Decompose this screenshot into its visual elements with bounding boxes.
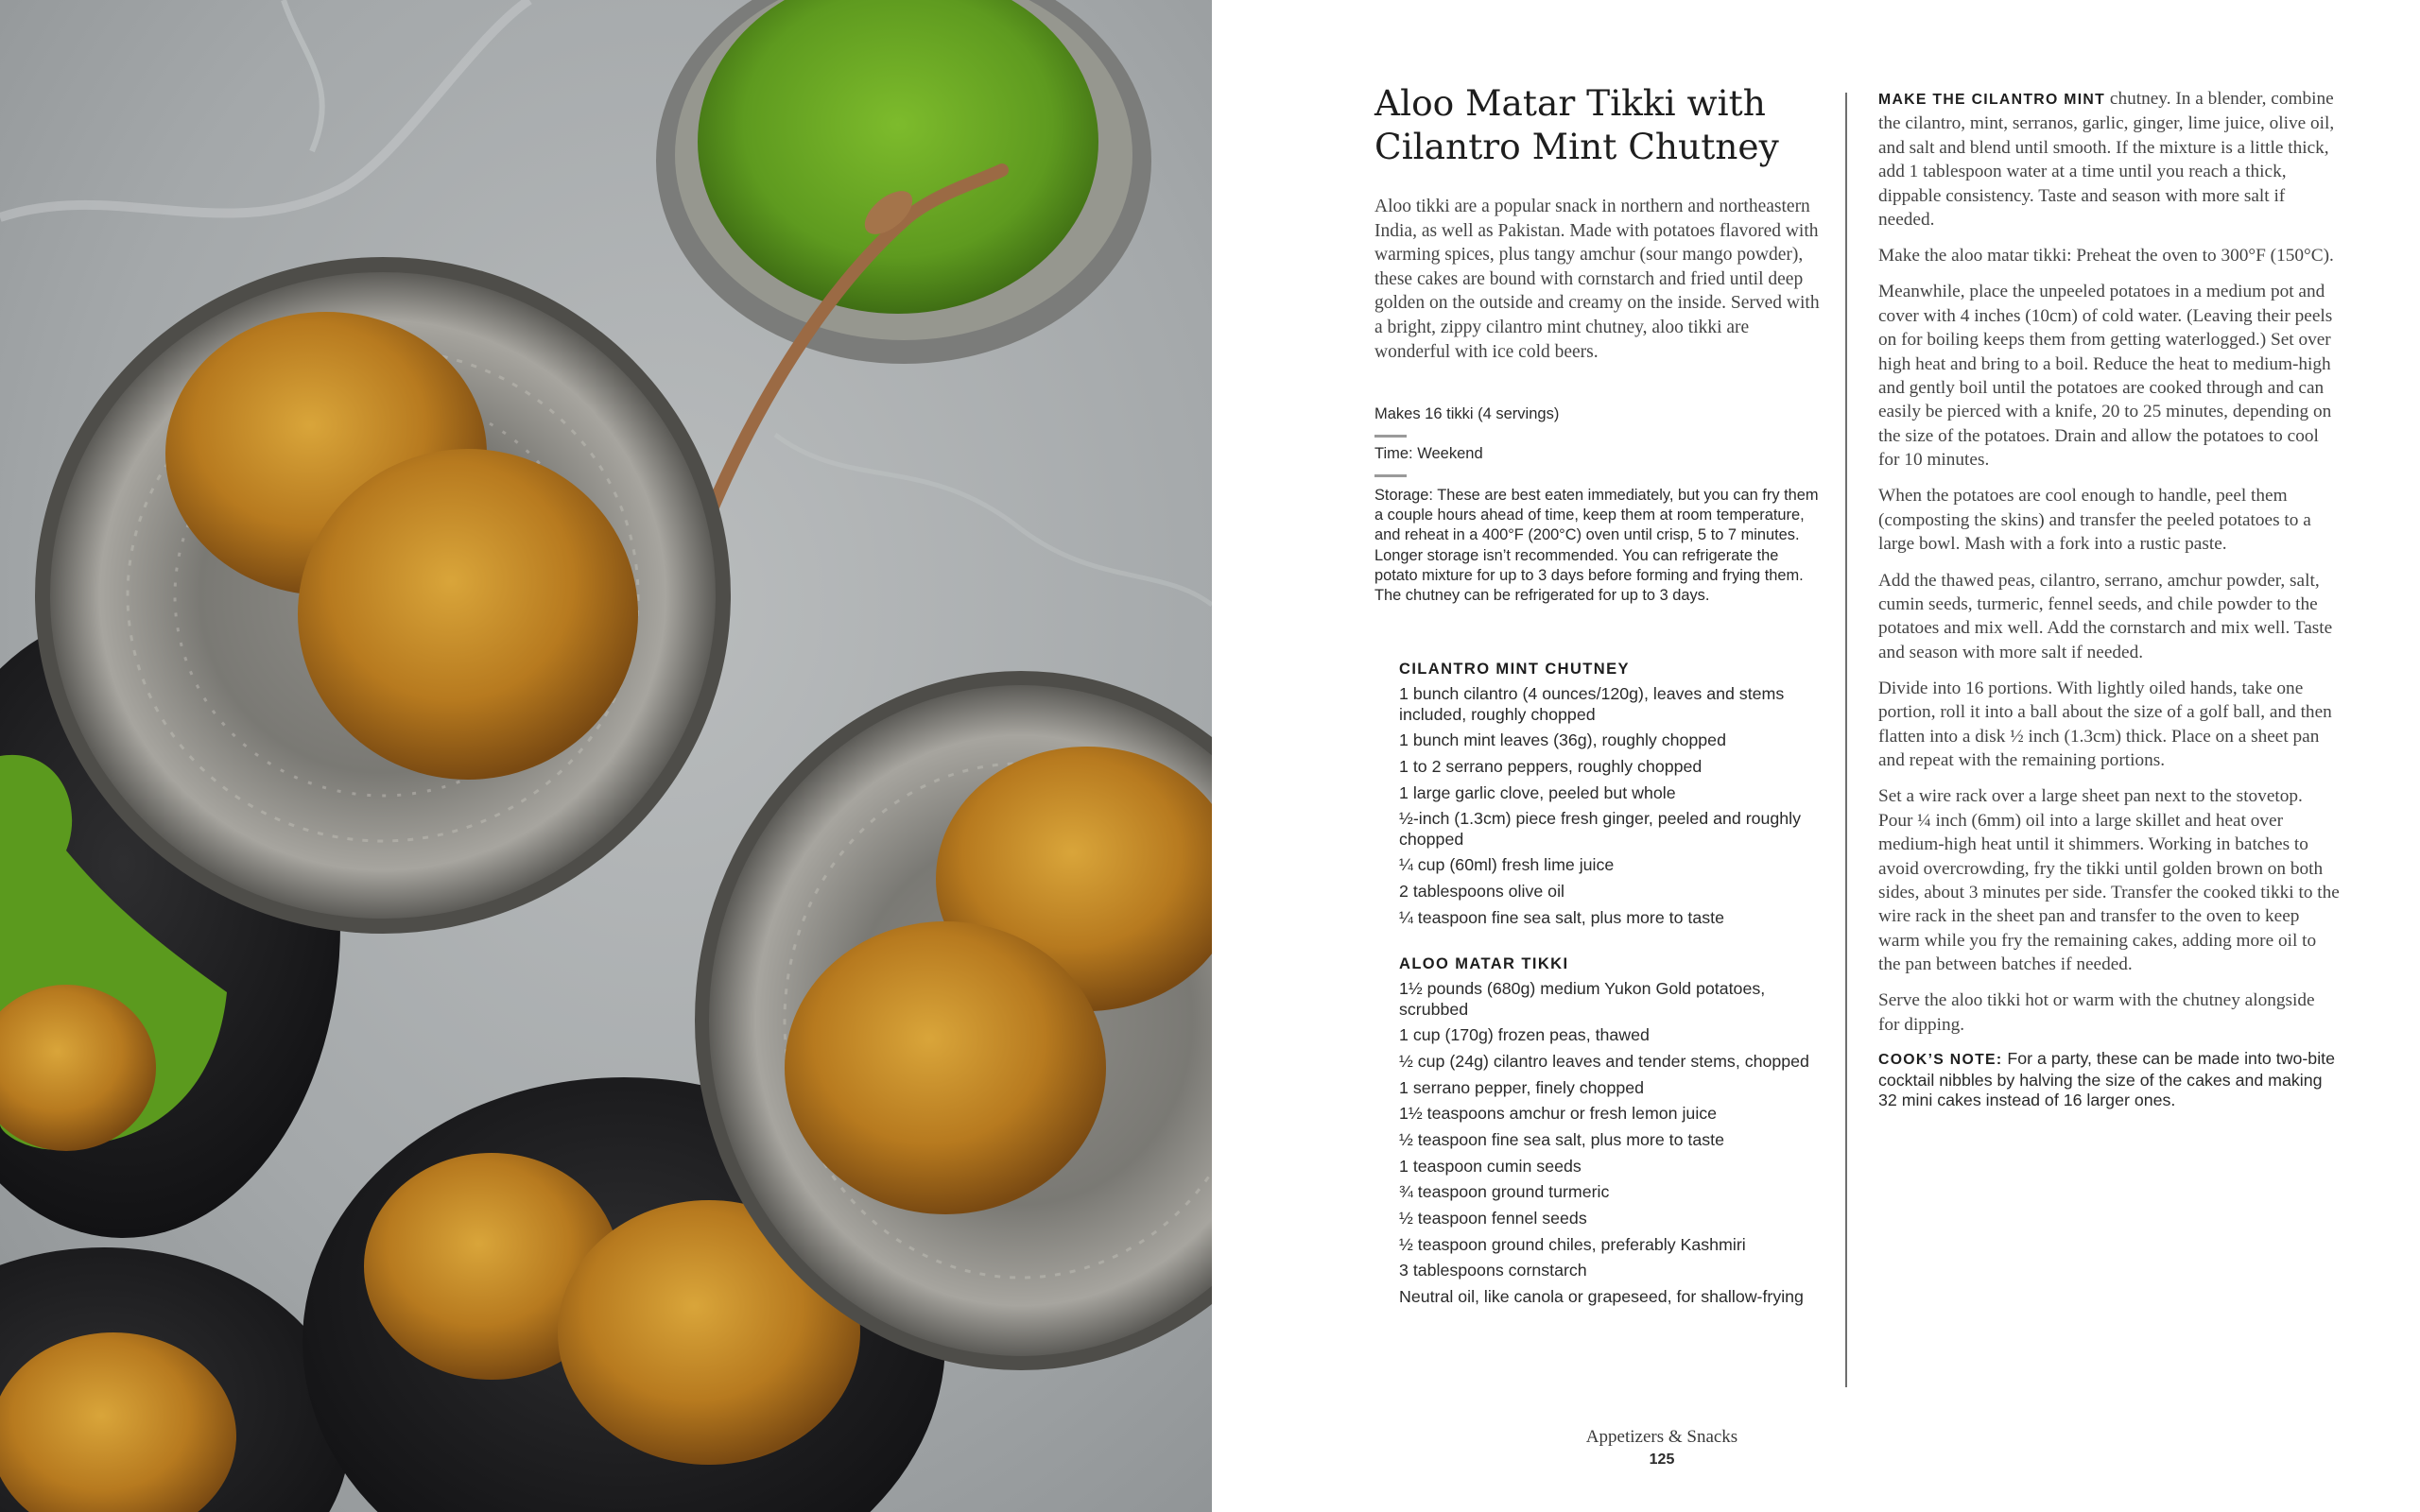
servings-text: Makes 16 tikki (4 servings) (1374, 405, 1560, 422)
ingredient-item: 2 tablespoons olive oil (1399, 882, 1564, 902)
method-step (1878, 87, 2340, 232)
divider-short (1374, 474, 1407, 477)
method-step: Divide into 16 portions. With lightly oiled hands, take one portion, roll it into a ball about the size of a golf ball, and then flatten into a disk ½ inch (1.3cm) thick. Place on a sheet pan and repeat with the remaining portions. (1878, 678, 2332, 771)
title-line-2: Cilantro Mint Chutney (1374, 126, 1779, 167)
ingredient-item: 1 serrano pepper, finely chopped (1399, 1077, 1644, 1097)
page-number: 125 (1649, 1452, 1675, 1468)
ingredient-item: ½ cup (24g) cilantro leaves and tender stems, chopped (1399, 1051, 1809, 1071)
recipe-title (1374, 81, 1809, 168)
ingredient-item: 1 cup (170g) frozen peas, thawed (1399, 1025, 1650, 1045)
ingredient-item: 1 large garlic clove, peeled but whole (1399, 782, 1676, 802)
method-step: When the potatoes are cool enough to handle, peel them (composting the skins) and transfer the peeled potatoes to a large bowl. Mash with a fork into a rustic paste. (1878, 486, 2311, 555)
ingredient-item: ½ teaspoon fennel seeds (1399, 1209, 1587, 1228)
ingredient-item: ¼ cup (60ml) fresh lime juice (1399, 855, 1615, 875)
chutney-ingredients-list (1399, 684, 1815, 935)
ingredient-item: ¼ teaspoon fine sea salt, plus more to taste (1399, 907, 1724, 927)
running-footer-section: Appetizers & Snacks (1585, 1427, 1738, 1447)
ingredient-item: 1½ pounds (680g) medium Yukon Gold potatoes, scrubbed (1399, 979, 1766, 1019)
column-divider (1845, 93, 1847, 1387)
ingredient-item: 1 bunch mint leaves (36g), roughly chopped (1399, 730, 1726, 750)
ingredient-item: Neutral oil, like canola or grapeseed, for shallow-frying (1399, 1287, 1804, 1307)
tikki-ingredients-heading: ALOO MATAR TIKKI (1399, 955, 1569, 972)
divider-short (1374, 435, 1407, 438)
cooks-note (1878, 1049, 2340, 1111)
step-lead-in: MAKE THE CILANTRO MINT (1878, 92, 2106, 108)
ingredient-item: ½ teaspoon fine sea salt, plus more to taste (1399, 1129, 1724, 1149)
storage-note: Storage: These are best eaten immediately, but you can fry them a couple hours ahead of time, keep them at room temperature, and reheat in a 400°F (200°C) oven until crisp, 5 to 7 minutes. Longer storage isn’t recommended. You can refrigerate the potato mixture for up to 3 days before forming and frying them. The chutney can be refrigerated for up to 3 days. (1374, 487, 1819, 605)
stone-plate-upper (35, 257, 731, 934)
ingredient-item: ½-inch (1.3cm) piece fresh ginger, peeled and roughly chopped (1399, 809, 1802, 849)
method-step: Set a wire rack over a large sheet pan next to the stovetop. Pour ¼ inch (6mm) oil into a large skillet and heat over medium-high heat until it shimmers. Working in batches to avoid overcrowding, fry the tikki until golden brown on both sides, about 3 minutes per side. Transfer the cooked tikki to the wire rack in the sheet pan and transfer to the oven to keep warm while you fry the remaining cakes, adding more oil to the pan between batches if needed. (1878, 786, 2340, 975)
ingredient-item: 1 bunch cilantro (4 ounces/120g), leaves and stems included, roughly chopped (1399, 684, 1785, 724)
tikki-ingredients-list (1399, 979, 1815, 1314)
method-step: Serve the aloo tikki hot or warm with the chutney alongside for dipping. (1878, 990, 2315, 1035)
ingredient-item: 1½ teaspoons amchur or fresh lemon juice (1399, 1104, 1718, 1124)
method-step: Make the aloo matar tikki: Preheat the oven to 300°F (150°C). (1878, 246, 2334, 266)
method-step: Add the thawed peas, cilantro, serrano, amchur powder, salt, cumin seeds, turmeric, fennel seeds, and chile powder to the potatoes and mix well. Add the cornstarch and mix well. Taste and season with more salt if needed. (1878, 570, 2333, 662)
method-column (1878, 87, 2340, 1123)
cooks-note-text: For a party, these can be made into two-bite cocktail nibbles by halving the size of the cakes and making 32 mini cakes instead of 16 larger ones. (1878, 1049, 2335, 1109)
time-text: Time: Weekend (1374, 445, 1483, 462)
ingredient-item: 1 teaspoon cumin seeds (1399, 1156, 1582, 1176)
method-step: Meanwhile, place the unpeeled potatoes in a medium pot and cover with 4 inches (10cm) of cold water. (Leaving their peels on for boiling keeps them from getting waterlogged.) Set over high heat and bring to a boil. Reduce the heat to medium-high and gently boil until the potatoes are cooked through and can easily be pierced with a knife, 20 to 25 minutes, depending on the size of the potatoes. Drain and allow the potatoes to cool for 10 minutes. (1878, 282, 2333, 471)
recipe-intro: Aloo tikki are a popular snack in northern and northeastern India, as well as Pakistan. Made with potatoes flavored with warming spices, plus tangy amchur (sour mango powder), these cakes are bound with cornstarch and fried until deep golden on the outside and creamy on the inside. Served with a bright, zippy cilantro mint chutney, aloo tikki are wonderful with ice cold beers. (1374, 197, 1820, 362)
ingredient-item: ¾ teaspoon ground turmeric (1399, 1182, 1610, 1202)
recipe-page (1212, 0, 2420, 1512)
ingredient-item: ½ teaspoon ground chiles, preferably Kashmiri (1399, 1234, 1746, 1254)
cooks-note-label: COOK’S NOTE: (1878, 1052, 2003, 1068)
title-line-1: Aloo Matar Tikki with (1374, 82, 1766, 124)
step-text: chutney. In a blender, combine the cilantro, mint, serranos, garlic, ginger, lime juice, olive oil, and salt and blend until smooth. If the mixture is a little thick, add 1 tablespoon water at a time until you reach a thick, dippable consistency. Taste and season with more salt if needed. (1878, 89, 2335, 231)
ingredient-item: 1 to 2 serrano peppers, roughly chopped (1399, 756, 1703, 776)
ingredient-item: 3 tablespoons cornstarch (1399, 1261, 1587, 1280)
chutney-ingredients-heading: CILANTRO MINT CHUTNEY (1399, 661, 1630, 678)
